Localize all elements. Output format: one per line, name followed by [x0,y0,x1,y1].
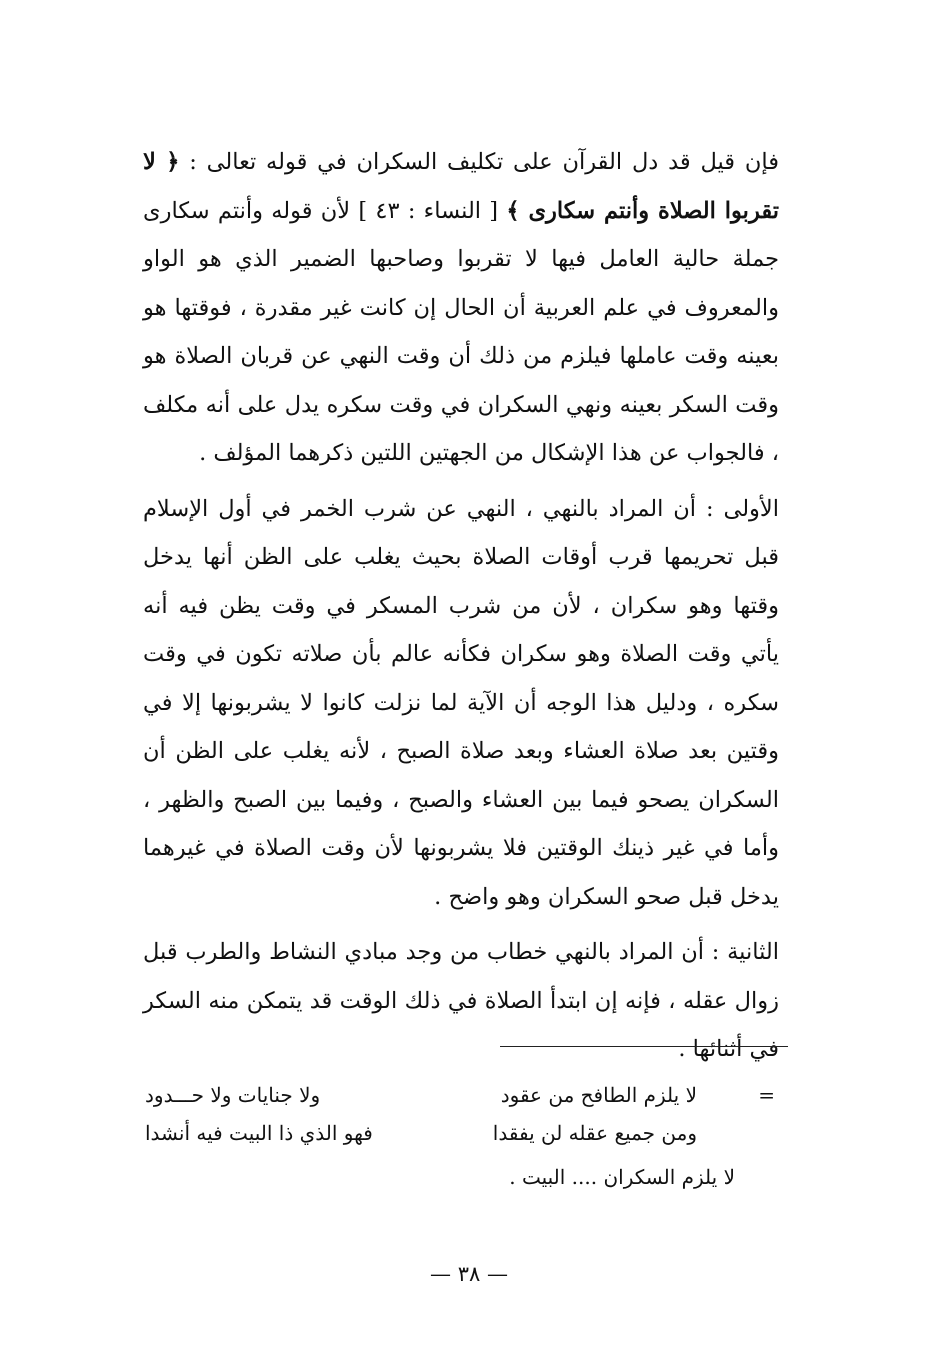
paragraph-first-answer: الأولى : أن المراد بالنهي ، النهي عن شرب الخمر في أول الإسلام قبل تحريمها قرب أوقات الصلاة بحيث يغلب على الظن أنها يدخل وقتها وهو سكران ، لأن من شرب المسكر في وقت يظن فيه أنه يأتي وقت الصلاة وهو سكران فكأنه عالم بأن صلاته تكون في وقت سكره ، ودليل هذا الوجه أن الآية لما نزلت كانوا لا يشربونها إلا في وقتين بعد صلاة العشاء وبعد صلاة الصبح ، لأنه يغلب على الظن أن السكران يصحو فيما بين العشاء والصبح ، وفيما بين الصبح والظهر ، وأما في غير ذينك الوقتين فلا يشربونها لأن وقت الصلاة في غيرهما يدخل قبل صحو السكران وهو واضح . [143,495,779,910]
footnote-continuation-marker: = [758,1083,775,1107]
page-number: — ٣٨ — [430,1262,508,1286]
verse-hemistich: ولا جنايات ولا حـــدود [145,1083,321,1107]
question-intro: فإن قيل قد دل القرآن على تكليف السكران في قوله تعالى : [189,149,779,175]
main-text [143,138,779,1074]
paragraph-question [143,138,779,478]
verse-hemistich: فهو الذي ذا البيت فيه أنشدا [145,1121,373,1145]
footnote-divider [500,1046,788,1047]
paragraph-second-answer: الثانية : أن المراد بالنهي خطاب من وجد مبادي النشاط والطرب قبل زوال عقله ، فإنه إن ابتدأ الصلاة في ذلك الوقت قد يتمكن منه السكر في أثنائها . [143,939,779,1062]
quran-verse: ﴿ لا تقربوا الصلاة وأنتم سكارى ﴾ [143,149,780,224]
verse-hemistich: ومن جميع عقله لن يفقدا [492,1121,697,1145]
footnote-reference: لا يلزم السكران .... البيت . [509,1165,735,1189]
footnote [143,1076,783,1206]
question-rest: لأن قوله وأنتم سكارى جملة حالية العامل فيها لا تقربوا وصاحبها الضمير الذي هو الواو والمعروف في علم العربية أن الحال إن كانت غير مقدرة ، فوقتها هو بعينه وقت عاملها فيلزم من ذلك أن وقت النهي عن قربان الصلاة هو وقت السكر بعينه ونهي السكران في وقت سكره يدل على أنه مكلف ، فالجواب عن هذا الإشكال من الجهتين اللتين ذكرهما المؤلف . [143,197,779,466]
verse-hemistich: لا يلزم الطافح من عقود [500,1083,697,1107]
verse-citation: [ النساء : ٤٣ ] [358,197,499,224]
